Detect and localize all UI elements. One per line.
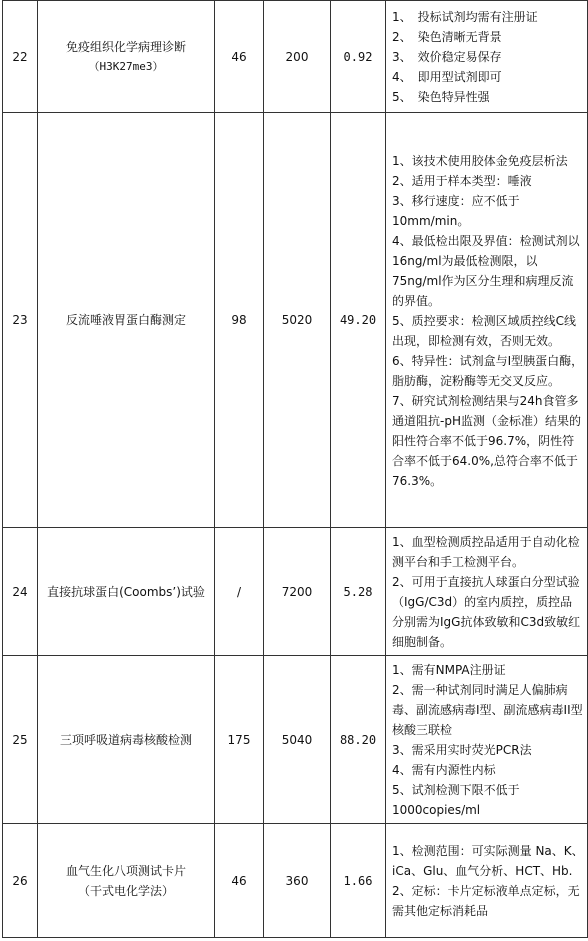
item-name-cell	[38, 528, 215, 656]
table-row	[3, 1, 588, 113]
requirement-line: 6、特异性：试剂盒与I型胰蛋白酶，脂肪酶，淀粉酶等无交叉反应。	[392, 353, 584, 388]
amount: 5.28	[331, 528, 386, 656]
requirement-line: 1、 投标试剂均需有注册证	[392, 10, 538, 24]
requirements-cell	[386, 528, 588, 656]
requirements-cell	[386, 656, 588, 824]
requirement-line: 5、质控要求：检测区域质控线C线出现，即检测有效，否则无效。	[392, 313, 577, 348]
requirement-line: 2、可用于直接抗人球蛋白分型试验（IgG/C3d）的室内质控，质控品分别需为IgG抗体致敏和C3d致敏红细胞制备。	[392, 575, 581, 649]
row-number: 26	[3, 824, 38, 938]
unit-price: 5020	[264, 113, 331, 528]
item-name: 免疫组织化学病理诊断	[65, 39, 186, 54]
unit-price: 200	[264, 1, 331, 113]
item-name: 血气生化八项测试卡片	[65, 863, 186, 878]
item-name: 直接抗球蛋白(Coombs’)试验	[47, 584, 205, 599]
requirement-line: 3、需采用实时荧光PCR法	[392, 743, 532, 757]
requirement-line: 5、试剂检测下限不低于1000copies/ml	[392, 783, 520, 817]
requirement-line: 1、血型检测质控品适用于自动化检测平台和手工检测平台。	[392, 535, 580, 569]
quantity: 175	[215, 656, 264, 824]
row-number: 23	[3, 113, 38, 528]
quantity: 46	[215, 1, 264, 113]
amount: 0.92	[331, 1, 386, 113]
requirement-line: 1、检测范围：可实际测量 Na、K、iCa、Glu、血气分析、HCT、Hb.	[392, 844, 584, 878]
unit-price: 7200	[264, 528, 331, 656]
item-subname: （干式电化学法）	[77, 883, 174, 898]
table-row	[3, 824, 588, 938]
requirement-line: 5、 染色特异性强	[392, 90, 490, 104]
requirements-cell	[386, 113, 588, 528]
unit-price: 5040	[264, 656, 331, 824]
requirement-line: 2、定标：卡片定标液单点定标，无需其他定标消耗品	[392, 884, 580, 918]
item-name: 三项呼吸道病毒核酸检测	[59, 732, 192, 747]
row-number: 22	[3, 1, 38, 113]
requirement-line: 2、 染色清晰无背景	[392, 30, 502, 44]
requirement-line: 4、 即用型试剂即可	[392, 70, 502, 84]
requirement-line: 2、需一种试剂同时满足人偏肺病毒、副流感病毒I型、副流感病毒II型核酸三联检	[392, 683, 583, 737]
unit-price: 360	[264, 824, 331, 938]
requirement-line: 2、适用于样本类型：唾液	[392, 173, 532, 188]
amount: 49.20	[331, 113, 386, 528]
quantity: 46	[215, 824, 264, 938]
item-name-cell	[38, 1, 215, 113]
table-row	[3, 528, 588, 656]
table-row	[3, 113, 588, 528]
amount: 1.66	[331, 824, 386, 938]
quantity: /	[215, 528, 264, 656]
item-name-cell	[38, 824, 215, 938]
requirements-cell	[386, 1, 588, 113]
row-number: 25	[3, 656, 38, 824]
item-subname: （H3K27me3）	[88, 59, 164, 73]
requirement-line: 3、移行速度：应不低于10mm/min。	[392, 193, 520, 228]
item-name-cell	[38, 656, 215, 824]
procurement-table	[2, 0, 588, 938]
requirements-cell	[386, 824, 588, 938]
requirement-line: 3、 效价稳定易保存	[392, 50, 502, 64]
requirement-line: 4、需有内源性内标	[392, 763, 496, 777]
item-name-cell	[38, 113, 215, 528]
requirement-line: 7、研究试剂检测结果与24h食管多通道阻抗-pH监测（金标准）结果的阳性符合率不低于96.7%，阴性符合率不低于64.0%,总符合率不低于76.3%。	[392, 393, 581, 488]
item-name: 反流唾液胃蛋白酶测定	[65, 313, 186, 327]
requirement-line: 4、最低检出限及界值：检测试剂以16ng/ml为最低检测限，以75ng/ml作为区分生理和病理反流的界值。	[392, 233, 580, 308]
requirement-line: 1、需有NMPA注册证	[392, 663, 506, 677]
row-number: 24	[3, 528, 38, 656]
amount: 88.20	[331, 656, 386, 824]
quantity: 98	[215, 113, 264, 528]
table-row	[3, 656, 588, 824]
requirement-line: 1、该技术使用胶体金免疫层析法	[392, 153, 568, 168]
